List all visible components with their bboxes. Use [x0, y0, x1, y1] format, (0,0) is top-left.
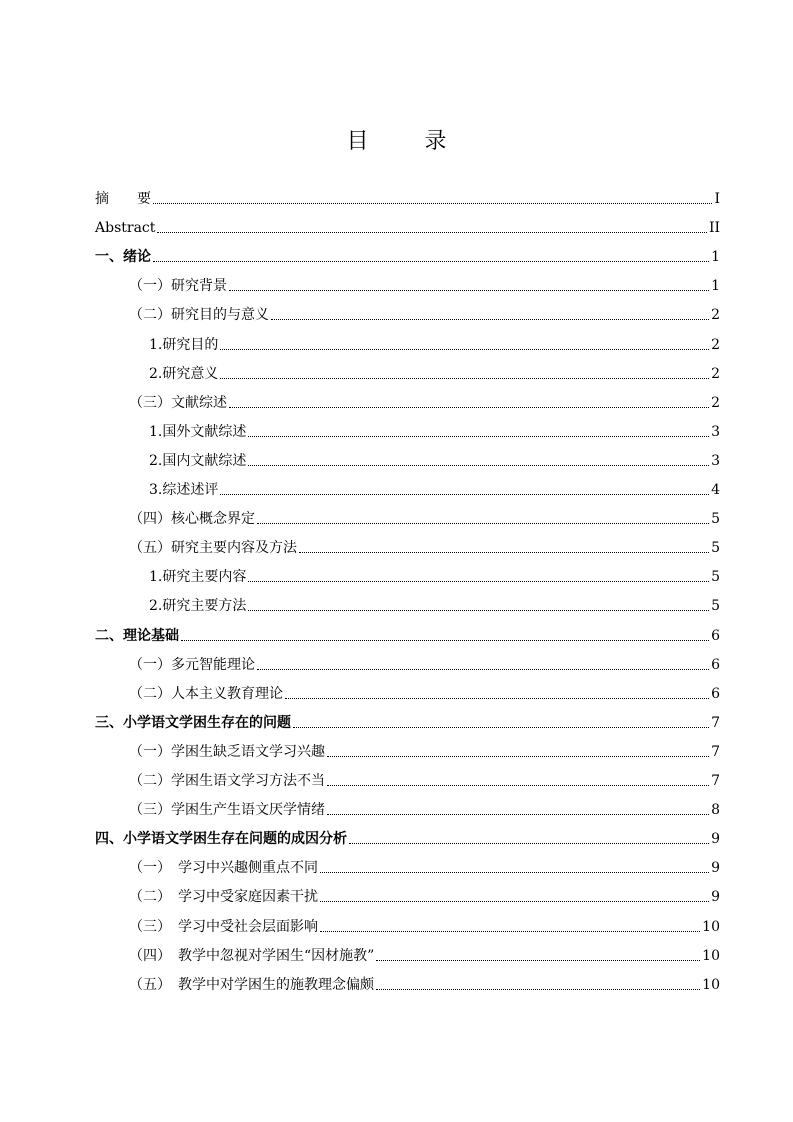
toc-entry-label: 1.国外文献综述	[149, 423, 247, 440]
toc-entry-page: 7	[711, 714, 720, 731]
toc-entry-label: 一、绪论	[95, 249, 151, 266]
toc-leader-dots	[299, 551, 709, 553]
toc-entry-label: Abstract	[95, 220, 156, 237]
toc-entry-page: 7	[711, 773, 720, 789]
toc-entry-page: 10	[702, 918, 720, 935]
toc-leader-dots	[220, 348, 709, 350]
toc-entry[interactable]	[95, 857, 720, 877]
toc-entry[interactable]	[95, 188, 720, 208]
toc-leader-dots	[293, 726, 709, 728]
toc-leader-dots	[157, 231, 707, 233]
toc-leader-dots	[229, 406, 709, 408]
toc-entry-label: （四） 教学中忽视对学困生“因材施教”	[129, 947, 375, 964]
toc-entry[interactable]	[95, 450, 720, 470]
toc-entry[interactable]	[95, 770, 720, 790]
toc-entry-page: 2	[711, 365, 720, 382]
toc-entry-label: 摘 要	[95, 191, 151, 207]
toc-leader-dots	[229, 289, 709, 291]
toc-entry[interactable]	[95, 654, 720, 674]
toc-entry-page: 1	[711, 249, 720, 266]
toc-leader-dots	[248, 464, 709, 466]
toc-entry[interactable]	[95, 595, 720, 615]
toc-entry-page: 6	[711, 656, 720, 673]
toc-entry[interactable]	[95, 712, 720, 732]
toc-entry[interactable]	[95, 217, 720, 237]
toc-entry-label: （五） 教学中对学困生的施教理念偏颇	[129, 976, 374, 993]
toc-entry-label: （五）研究主要内容及方法	[129, 540, 297, 557]
toc-leader-dots	[349, 842, 709, 844]
toc-leader-dots	[257, 522, 709, 524]
title-char-2: 录	[424, 129, 447, 154]
toc-entry-page: 6	[711, 627, 720, 644]
toc-entry[interactable]	[95, 334, 720, 354]
toc-entry[interactable]	[95, 886, 720, 906]
toc-entry[interactable]	[95, 974, 720, 994]
toc-entry[interactable]	[95, 421, 720, 441]
toc-leader-dots	[248, 609, 709, 611]
toc-entry-page: 10	[702, 976, 720, 993]
toc-leader-dots	[220, 377, 709, 379]
toc-leader-dots	[271, 318, 709, 320]
toc-entry-page: 9	[711, 831, 720, 848]
toc-entry-label: （一） 学习中兴趣侧重点不同	[129, 860, 318, 877]
toc-entry[interactable]	[95, 537, 720, 557]
toc-entry-page: 9	[711, 889, 720, 906]
toc-leader-dots	[327, 755, 709, 757]
toc-entry-label: （三） 学习中受社会层面影响	[129, 918, 318, 935]
toc-leader-dots	[320, 871, 709, 873]
toc-entry-page: 8	[711, 802, 720, 819]
toc-entry-label: （三）文献综述	[129, 394, 227, 411]
toc-leader-dots	[327, 784, 709, 786]
toc-leader-dots	[376, 959, 700, 961]
toc-entry-page: 5	[711, 540, 720, 557]
toc-leader-dots	[153, 260, 709, 262]
toc-entry-page: I	[714, 191, 720, 207]
toc-leader-dots	[248, 580, 709, 582]
toc-entry-page: II	[708, 220, 720, 237]
toc-entry-label: （二）学困生语文学习方法不当	[129, 773, 325, 789]
toc-entry-label: （二）研究目的与意义	[129, 307, 269, 324]
toc-leader-dots	[153, 202, 712, 204]
toc-leader-dots	[320, 930, 700, 932]
toc-entry-label: 三、小学语文学困生存在的问题	[95, 714, 291, 731]
toc-entry-label: （四）核心概念界定	[129, 511, 255, 528]
toc-entry[interactable]	[95, 304, 720, 324]
toc-leader-dots	[220, 493, 709, 495]
toc-entry-label: 四、小学语文学困生存在问题的成因分析	[95, 831, 347, 848]
toc-entry-page: 10	[702, 947, 720, 964]
toc-entry[interactable]	[95, 508, 720, 528]
toc-entry[interactable]	[95, 683, 720, 703]
toc-entry-page: 5	[711, 511, 720, 528]
toc-entry[interactable]	[95, 246, 720, 266]
toc-entry[interactable]	[95, 828, 720, 848]
toc-entry-label: （二）人本主义教育理论	[129, 685, 283, 702]
toc-entry-label: 1.研究主要内容	[149, 569, 247, 586]
toc-leader-dots	[327, 813, 709, 815]
toc-leader-dots	[320, 900, 709, 902]
toc-entry-page: 9	[711, 860, 720, 877]
toc-entry-page: 2	[711, 336, 720, 353]
toc-entry-label: （一）多元智能理论	[129, 656, 255, 673]
toc-entry-label: （二） 学习中受家庭因素干扰	[129, 889, 318, 906]
toc-entry-page: 7	[711, 743, 720, 760]
toc-entry-label: （一）研究背景	[129, 278, 227, 295]
title-char-1: 目	[346, 129, 369, 154]
toc-entry[interactable]	[95, 945, 720, 965]
toc-entry-page: 6	[711, 685, 720, 702]
toc-entry-label: 2.国内文献综述	[149, 452, 247, 469]
toc-entry[interactable]	[95, 275, 720, 295]
toc-entry[interactable]	[95, 625, 720, 645]
page-title	[0, 124, 793, 155]
toc-entry-label: 3.综述述评	[149, 482, 219, 498]
toc-entry[interactable]	[95, 799, 720, 819]
toc-leader-dots	[257, 668, 709, 670]
toc-leader-dots	[248, 435, 709, 437]
toc-entry-label: （一）学困生缺乏语文学习兴趣	[129, 743, 325, 760]
toc-entry-page: 3	[711, 452, 720, 469]
toc-leader-dots	[285, 697, 709, 699]
toc-entry[interactable]	[95, 392, 720, 412]
toc-entry-label: 2.研究意义	[149, 365, 219, 382]
toc-entry-page: 3	[711, 423, 720, 440]
toc-entry-label: 二、理论基础	[95, 627, 179, 644]
toc-entry[interactable]	[95, 363, 720, 383]
toc-leader-dots	[181, 639, 709, 641]
toc-entry-page: 2	[711, 394, 720, 411]
toc-entry-label: （三）学困生产生语文厌学情绪	[129, 802, 325, 819]
toc-entry-label: 1.研究目的	[149, 336, 219, 353]
toc-entry[interactable]	[95, 916, 720, 936]
toc-entry-page: 1	[711, 278, 720, 295]
toc-entry[interactable]	[95, 741, 720, 761]
toc-leader-dots	[376, 988, 700, 990]
toc-entry-page: 5	[711, 598, 720, 615]
toc-entry-page: 4	[711, 482, 720, 498]
toc-entry-label: 2.研究主要方法	[149, 598, 247, 615]
toc-entry[interactable]	[95, 479, 720, 499]
toc-entry-page: 2	[711, 307, 720, 324]
toc-entry[interactable]	[95, 566, 720, 586]
toc-entry-page: 5	[711, 569, 720, 586]
